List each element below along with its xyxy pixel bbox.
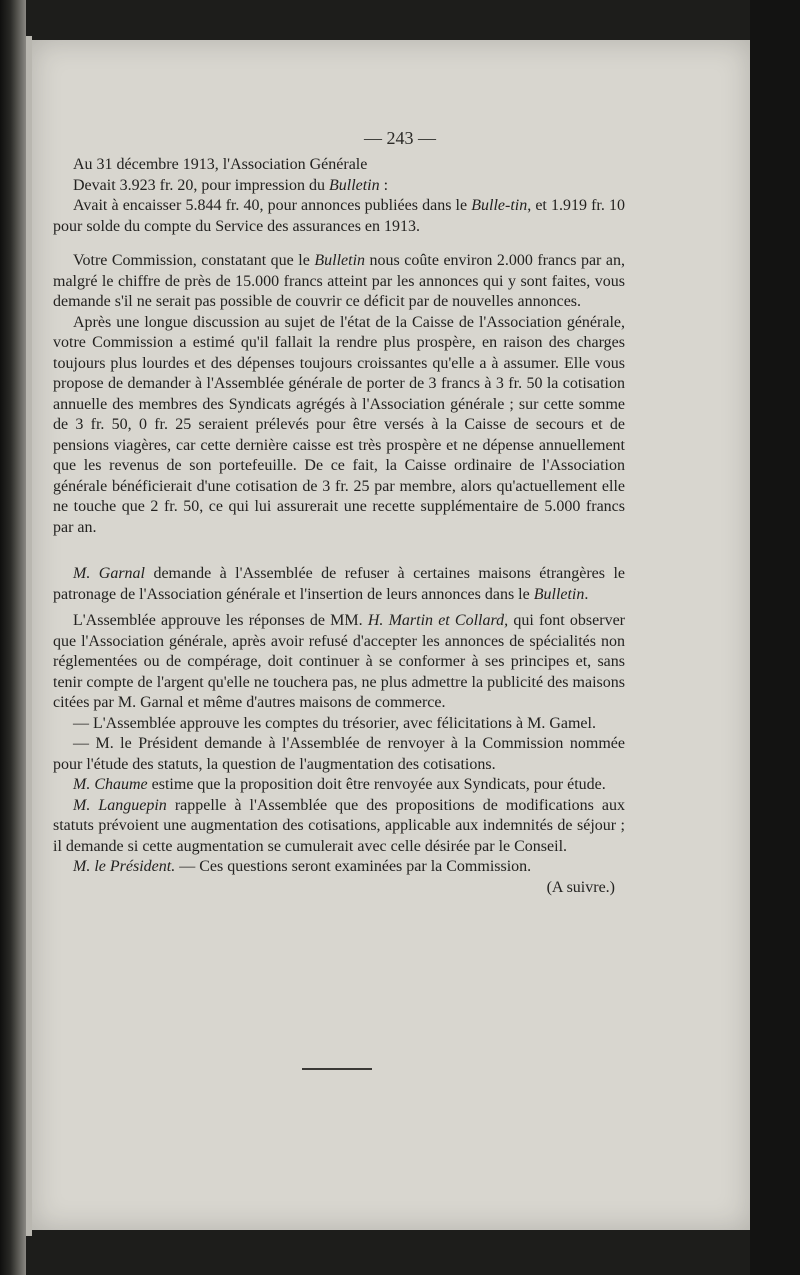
paragraph-2-text: Devait 3.923 fr. 20, pour impression du	[73, 176, 329, 194]
paragraph-7-text: L'Assemblée approuve les réponses de MM.	[73, 612, 368, 629]
bulletin-title: Bulletin	[314, 252, 366, 269]
paragraph-8: — L'Assemblée approuve les comptes du trésorier, avec félicitations à M. Gamel.	[73, 714, 596, 732]
paragraph-2	[53, 176, 625, 197]
paragraph-3	[53, 196, 625, 237]
paragraph-9: — M. le Président demande à l'Assemblée de renvoyer à la Commission nommée pour l'étude des statuts, la question de l'augmentation des cotisations.	[53, 735, 625, 773]
page-number: — 243 —	[364, 128, 436, 148]
speaker-names: H. Martin et Collard,	[367, 612, 509, 629]
paragraph-7-end: qui font observer que l'Association générale, après avoir refusé d'accepter les annonces de spécialités non réglementées ou de compérage, doit continuer à se conformer à ses principes et, sans tenir compte de l'argent qu'elle ne touchera pas, ne plus admettre la publicité des maisons citées par M. Garnal et même d'autres maisons de commerce.	[53, 612, 626, 711]
bulletin-title: Bulle-tin	[471, 197, 528, 214]
paragraph-6-end: .	[584, 585, 589, 603]
speaker-name: M. Languepin	[73, 796, 167, 814]
paragraph-6	[53, 564, 625, 605]
end-rule	[302, 1068, 372, 1070]
paragraph-7	[53, 611, 625, 714]
bulletin-title: Bulletin	[533, 585, 585, 603]
paragraph-12-text: — Ces questions seront examinées par la Commission.	[175, 858, 532, 875]
paragraph-2-end: :	[379, 176, 389, 194]
paragraph-4	[53, 251, 625, 313]
bulletin-title: Bulletin	[328, 176, 380, 194]
speaker-name: M. le Président.	[73, 858, 176, 875]
paragraph-5: Après une longue discussion au sujet de l'état de la Caisse de l'Association générale, votre Commission a estimé qu'il fallait la rendre plus prospère, en raison des charges toujours plus lourdes et des dépenses toujours croissantes qu'elle a à assumer. Elle vous propose de demander à l'Assemblée générale de porter de 3 francs à 3 fr. 50 la cotisation annuelle des membres des Syndicats agrégés à l'Association générale ; sur cette somme de 3 fr. 50, 0 fr. 25 seraient prélevés pour être versés à la Caisse de secours et de pensions viagères, car cette dernière caisse est très prospère et ne dépense annuellement que les revenus de son portefeuille. De ce fait, la Caisse ordinaire de l'Association générale bénéficierait d'une cotisation de 3 fr. 25 par membre, alors qu'actuellement elle ne touche que 2 fr. 50, ce qui lui assurerait une recette supplémentaire de 5.000 francs par an.	[53, 313, 625, 536]
paragraph-1: Au 31 décembre 1913, l'Association Générale	[73, 156, 368, 173]
paragraph-3-end: , et 1.919 fr. 10 pour solde du compte du Service des assurances en 1913.	[53, 197, 625, 235]
speaker-name: M. Garnal	[73, 565, 145, 582]
continuation-note: (A suivre.)	[546, 878, 615, 896]
paragraph-11	[53, 796, 625, 858]
page-body	[53, 155, 625, 898]
background-right	[750, 0, 800, 1275]
paragraph-6-text: demande à l'Assemblée de refuser à certaines maisons étrangères le patronage de l'Association générale et l'insertion de leurs annonces dans le	[53, 565, 625, 603]
paragraph-11-text: rappelle à l'Assemblée que des propositions de modifications aux statuts prévoient une augmentation des cotisations, applicable aux indemnités de séjour ; il demande si cette augmentation se cumulerait avec celle désirée par le Conseil.	[53, 796, 625, 855]
paragraph-3-text: Avait à encaisser 5.844 fr. 40, pour annonces publiées dans le	[73, 197, 472, 214]
speaker-name: M. Chaume	[73, 776, 148, 793]
paragraph-12	[53, 857, 625, 896]
book-binding	[0, 0, 26, 1275]
paragraph-4-end: nous coûte environ 2.000 francs par an, malgré le chiffre de près de 15.000 francs atteint par les annonces qui y sont faites, vous demande s'il ne serait pas possible de couvrir ce déficit par de nouvelles annonces.	[53, 252, 625, 310]
paragraph-10	[53, 775, 625, 796]
paragraph-4-text: Votre Commission, constatant que le	[73, 252, 315, 269]
paragraph-10-text: estime que la proposition doit être renvoyée aux Syndicats, pour étude.	[147, 776, 606, 793]
